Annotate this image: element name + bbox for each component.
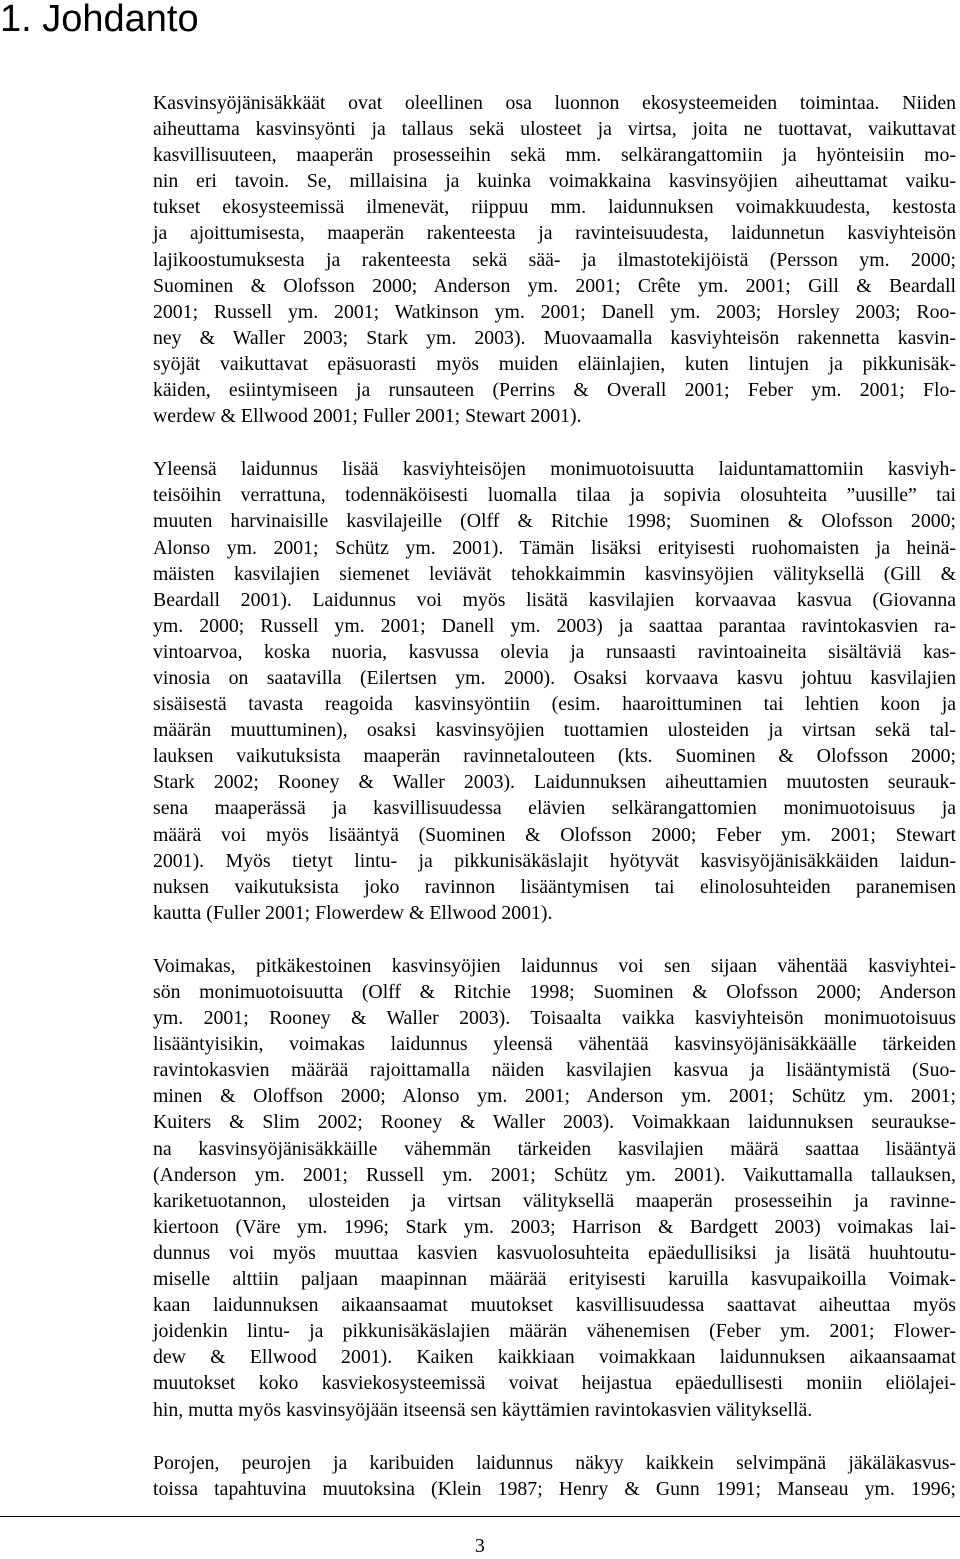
text-line: joidenkin lintu- ja pikkunisäkäslajien määrän vähenemisen (Feber ym. 2001; Flower- [153, 1320, 956, 1343]
text-line: Yleensä laidunnus lisää kasviyhteisöjen monimuotoisuutta laiduntamattomiin kasviyh- [153, 458, 956, 481]
text-line: nin eri tavoin. Se, millaisina ja kuinka voimakkaina kasvinsyöjien aiheuttamat vaiku- [153, 170, 956, 193]
text-line: mäisten kasvilajien siemenet leviävät tehokkaimmin kasvinsyöjien välityksellä (Gill & [153, 562, 956, 585]
text-line: kaan laidunnuksen aikaansaamat muutokset kasvillisuudessa saattavat aiheuttaa myös [153, 1294, 956, 1317]
text-line: Porojen, peurojen ja karibuiden laidunnus näkyy kaikkein selvimpänä jäkäläkasvus- [153, 1451, 956, 1474]
text-line: syöjät vaikuttavat epäsuorasti myös muiden eläinlajien, kuten lintujen ja pikkunisäk- [153, 352, 956, 375]
text-line: muuten harvinaisille kasvilajeille (Olff & Ritchie 1998; Suominen & Olofsson 2000; [153, 510, 956, 533]
text-line: kasvillisuuteen, maaperän prosesseihin sekä mm. selkärangattomiin ja hyönteisiin mo- [153, 144, 956, 167]
text-line: Kasvinsyöjänisäkkäät ovat oleellinen osa luonnon ekosysteemeiden toimintaa. Niiden [153, 92, 956, 114]
text-line: määrä voi myös lisääntyä (Suominen & Olofsson 2000; Feber ym. 2001; Stewart [153, 823, 956, 846]
paragraph-4 [153, 1450, 956, 1502]
paragraph-3 [153, 953, 956, 1423]
text-line: dew & Ellwood 2001). Kaiken kaikkiaan voimakkaan laidunnuksen aikaansaamat [153, 1346, 956, 1369]
text-line: vinosia on saatavilla (Eilertsen ym. 2000). Osaksi korvaava kasvu johtuu kasvilajien [153, 666, 956, 689]
text-line: sön monimuotoisuutta (Olff & Ritchie 1998; Suominen & Olofsson 2000; Anderson [153, 981, 956, 1003]
text-line: teisöihin verrattuna, todennäköisesti luomalla tilaa ja sopivia olosuhteita ”uusille” tai [153, 484, 956, 507]
text-line: lauksen vaikutuksista maaperän ravinnetalouteen (kts. Suominen & Olofsson 2000; [153, 745, 956, 768]
text-line: sisäisestä tavasta reagoida kasvinsyöntiin (esim. haaroittuminen tai lehtien koon ja [153, 693, 956, 716]
text-line: kiertoon (Väre ym. 1996; Stark ym. 2003; Harrison & Bardgett 2003) voimakas lai- [153, 1215, 956, 1238]
text-line: Stark 2002; Rooney & Waller 2003). Laidunnuksen aiheuttamien muutosten seurauk- [153, 771, 956, 794]
text-line: ja ajoittumisesta, maaperän rakenteesta ja ravinteisuudesta, laidunnetun kasviyhteisön [153, 222, 956, 245]
text-line: käiden, esiintymiseen ja runsauteen (Perrins & Overall 2001; Feber ym. 2001; Flo- [153, 379, 956, 402]
text-line: kariketuotannon, ulosteiden ja virtsan välityksellä maaperän prosesseihin ja ravinne- [153, 1189, 956, 1212]
section-heading: 1. Johdanto [0, 0, 199, 40]
text-line: ney & Waller 2003; Stark ym. 2003). Muovaamalla kasviyhteisön rakennetta kasvin- [153, 326, 956, 349]
text-line: tukset ekosysteemissä ilmenevät, riippuu mm. laidunnuksen voimakkuudesta, kestosta [153, 196, 956, 219]
text-line: ym. 2000; Russell ym. 2001; Danell ym. 2003) ja saattaa parantaa ravintokasvien ra- [153, 614, 956, 637]
text-line: kautta (Fuller 2001; Flowerdew & Ellwood 2001). [153, 901, 553, 924]
body-text [153, 90, 956, 1529]
text-line: Suominen & Olofsson 2000; Anderson ym. 2001; Crête ym. 2001; Gill & Beardall [153, 274, 956, 297]
text-line: ym. 2001; Rooney & Waller 2003). Toisaalta vaikka kasviyhteisön monimuotoisuus [153, 1007, 956, 1030]
text-line: Kuiters & Slim 2002; Rooney & Waller 2003). Voimakkaan laidunnuksen seurauksе- [153, 1111, 956, 1134]
text-line: Alonso ym. 2001; Schütz ym. 2001). Tämän lisäksi erityisesti ruohomaisten ja heinä- [153, 536, 956, 559]
text-line: aiheuttama kasvinsyönti ja tallaus sekä ulosteet ja virtsa, joita ne tuottavat, vaikuttavat [153, 118, 956, 141]
text-line: na kasvinsyöjänisäkkäille vähemmän tärkeiden kasvilajien määrä saattaa lisääntyä [153, 1137, 956, 1160]
footer-rule [0, 1516, 960, 1517]
paragraph-1 [153, 90, 956, 429]
text-line: sena maaperässä ja kasvillisuudessa elävien selkärangattomien monimuotoisuus ja [153, 797, 956, 820]
text-line: hin, mutta myös kasvinsyöjään itseensä sen käyttämien ravintokasvien välityksellä. [153, 1398, 813, 1421]
text-line: Beardall 2001). Laidunnus voi myös lisätä kasvilajien korvaavaa kasvua (Giovanna [153, 588, 956, 611]
text-line: (Anderson ym. 2001; Russell ym. 2001; Schütz ym. 2001). Vaikuttamalla tallauksen, [153, 1163, 956, 1186]
paragraph-2 [153, 456, 956, 926]
text-line: Voimakas, pitkäkestoinen kasvinsyöjien laidunnus voi sen sijaan vähentää kasviyhtei- [153, 954, 956, 977]
text-line: minen & Oloffson 2000; Alonso ym. 2001; Anderson ym. 2001; Schütz ym. 2001; [153, 1085, 956, 1108]
page-number: 3 [475, 1535, 485, 1557]
text-line: lajikoostumuksesta ja rakenteesta sekä sää- ja ilmastotekijöistä (Persson ym. 2000; [153, 248, 956, 271]
text-line: miselle alttiin paljaan maapinnan määrää erityisesti karuilla kasvupaikoilla Voimak- [153, 1268, 956, 1291]
text-line: dunnus voi myös muuttaa kasvien kasvuolosuhteita epäedullisiksi ja lisätä huuhtoutu- [153, 1241, 956, 1264]
text-line: toissa tapahtuvina muutoksina (Klein 1987; Henry & Gunn 1991; Manseau ym. 1996; [153, 1477, 956, 1500]
text-line: vintoarvoa, koska nuoria, kasvussa olevia ja runsaasti ravintoaineita sisältäviä kas- [153, 640, 956, 663]
text-line: 2001). Myös tietyt lintu- ja pikkunisäkäslajit hyötyvät kasvisyöjänisäkkäiden laidun- [153, 849, 956, 872]
text-line: muutokset koko kasviekosysteemissä voivat heijastua epäedullisesti moniin eliölajei- [153, 1372, 956, 1395]
text-line: nuksen vaikutuksista joko ravinnon lisääntymisen tai elinolosuhteiden paranemisen [153, 875, 956, 898]
text-line: 2001; Russell ym. 2001; Watkinson ym. 2001; Danell ym. 2003; Horsley 2003; Roo- [153, 300, 956, 323]
text-line: ravintokasvien määrää rajoittamalla näiden kasvilajien kasvua ja lisääntymistä (Suo- [153, 1059, 956, 1082]
text-line: werdew & Ellwood 2001; Fuller 2001; Stewart 2001). [153, 405, 582, 428]
text-line: määrän muuttuminen), osaksi kasvinsyöjien tuottamien ulosteiden ja virtsan sekä tal- [153, 719, 956, 742]
text-line: lisääntyisikin, voimakas laidunnus yleensä vähentää kasvinsyöjänisäkkäälle tärkeiden [153, 1033, 956, 1056]
